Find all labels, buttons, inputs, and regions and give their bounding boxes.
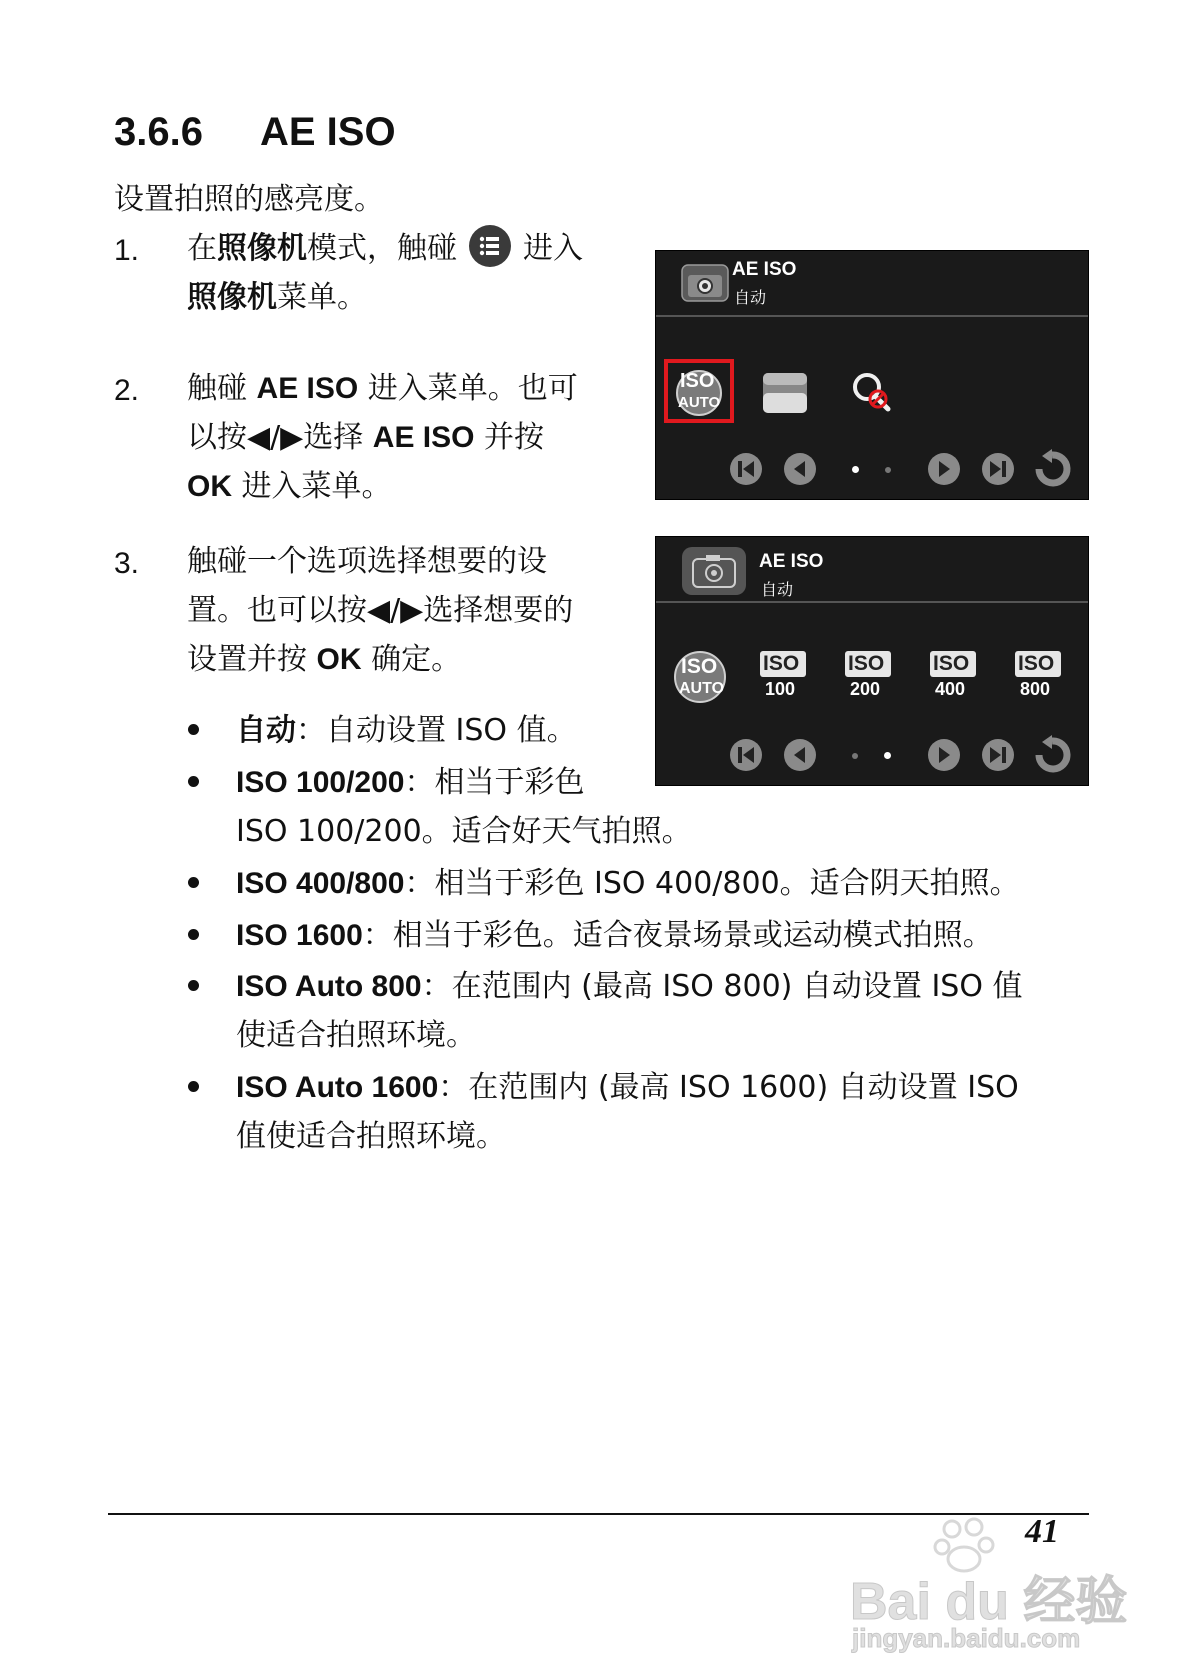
watermark-url: jingyan.baidu.com [852, 1623, 1081, 1653]
iso-option-400[interactable] [928, 651, 980, 701]
camera-menu-term: 照像机 [187, 280, 277, 315]
bullet-body [236, 1063, 1086, 1161]
bullet-term: ISO 1600 [236, 919, 363, 952]
iso-label: ISO [933, 652, 970, 675]
step-3-line: 设置并按 [187, 642, 317, 677]
last-page-icon[interactable] [980, 451, 1016, 487]
screen-2-subtitle: 自动 [761, 580, 794, 599]
ok-term: OK [187, 470, 232, 503]
step-1-part: 进入 [523, 231, 583, 266]
bullet-body [236, 859, 1086, 908]
screen-divider [656, 601, 1088, 603]
bullet-dot [188, 776, 199, 787]
step-3-text [187, 537, 627, 684]
previous-icon[interactable] [782, 451, 818, 487]
step-1-part: 模式，触碰 [307, 231, 457, 266]
screen-1-subtitle: 自动 [734, 288, 767, 307]
bullet-text: ：相当于彩色 [404, 765, 585, 800]
ae-iso-term: AE ISO [256, 372, 359, 405]
camera-icon [690, 553, 738, 589]
selected-option-highlight[interactable] [664, 359, 734, 423]
bullet-term: ISO 100/200 [236, 766, 405, 799]
camera-icon [680, 261, 730, 305]
auto-label: AUTO [678, 394, 721, 411]
step-2-part: 进入菜单。也可 [358, 371, 578, 406]
bullet-text: ：相当于彩色 ISO 400/800。适合阴天拍照。 [404, 866, 1020, 901]
bullet-text: ISO 100/200。适合好天气拍照。 [236, 814, 692, 849]
step-1-number: 1. [114, 234, 140, 267]
iso-value-label: 800 [1020, 679, 1051, 699]
zoom-magnifier-icon[interactable] [850, 369, 894, 415]
back-return-icon[interactable] [1032, 735, 1072, 775]
bullet-dot [188, 724, 199, 735]
section-heading [114, 110, 396, 155]
iso-option-auto[interactable] [672, 649, 728, 705]
bullet-text: 值使适合拍照环境。 [236, 1119, 506, 1154]
bullet-term: 自动 [236, 713, 296, 748]
first-page-icon[interactable] [728, 451, 764, 487]
page-dot [885, 467, 891, 473]
bullet-text: 使适合拍照环境。 [236, 1018, 476, 1053]
iso-label: ISO [763, 652, 800, 675]
bullet-dot [188, 877, 199, 888]
intro-text: 设置拍照的感亮度。 [114, 182, 384, 217]
step-2-part: 并按 [474, 420, 545, 455]
camera-mode-term: 照像机 [217, 231, 307, 266]
iso-label: ISO [680, 370, 715, 392]
page-dot-active [884, 752, 891, 759]
page-number: 41 [1025, 1513, 1059, 1550]
ok-term: OK [316, 643, 362, 676]
section-number: 3.6.6 [114, 110, 203, 154]
screen-1-title: AE ISO [732, 259, 797, 280]
camera-screen-2 [655, 536, 1089, 786]
step-2-text [187, 364, 627, 511]
step-1-part: 菜单。 [277, 280, 367, 315]
bullet-text: ：相当于彩色。适合夜景场景或运动模式拍照。 [362, 918, 993, 953]
iso-option-200[interactable] [843, 651, 895, 701]
bullet-term: ISO Auto 1600 [236, 1071, 439, 1104]
step-3-line: 触碰一个选项选择想要的设 [187, 544, 547, 579]
ae-iso-term: AE ISO [372, 421, 475, 454]
iso-label: ISO [681, 655, 718, 678]
step-3-line: 确定。 [361, 642, 462, 677]
step-1-part: 在 [187, 231, 217, 266]
bullet-text: ：在范围内 (最高 ISO 800) 自动设置 ISO 值 [421, 969, 1023, 1004]
iso-label: ISO [848, 652, 885, 675]
step-1-text [187, 224, 627, 322]
page-dot-active [852, 466, 859, 473]
menu-button-icon [469, 225, 511, 267]
last-page-icon[interactable] [980, 737, 1016, 773]
screen-2-title: AE ISO [759, 551, 824, 572]
bullet-dot [188, 1081, 199, 1092]
bullet-term: ISO Auto 800 [236, 970, 422, 1003]
watermark-brand: Bai du 经验 [850, 1573, 1128, 1631]
iso-option-100[interactable] [758, 651, 810, 701]
previous-icon[interactable] [782, 737, 818, 773]
bullet-dot [188, 929, 199, 940]
next-icon[interactable] [926, 737, 962, 773]
camera-screen-1 [655, 250, 1089, 500]
first-page-icon[interactable] [728, 737, 764, 773]
step-2-part: 触碰 [187, 371, 257, 406]
iso-value-label: 100 [765, 679, 796, 699]
bullet-dot [188, 980, 199, 991]
bullet-body [236, 911, 1086, 960]
next-icon[interactable] [926, 451, 962, 487]
page-dot [852, 753, 858, 759]
iso-label: ISO [1018, 652, 1055, 675]
step-3-line: 置。也可以按◀/▶选择想要的 [187, 593, 574, 628]
bullet-text: ：自动设置 ISO 值。 [296, 713, 577, 748]
metering-icon[interactable] [762, 371, 808, 415]
back-return-icon[interactable] [1032, 449, 1072, 489]
iso-value-label: 200 [850, 679, 881, 699]
step-2-part: 以按◀/▶选择 [187, 420, 373, 455]
section-title: AE ISO [260, 110, 396, 154]
iso-value-label: AUTO [679, 680, 725, 697]
step-2-part: 进入菜单。 [232, 469, 392, 504]
screen-divider [656, 315, 1088, 317]
iso-value-label: 400 [935, 679, 966, 699]
step-3-number: 3. [114, 547, 140, 580]
bullet-term: ISO 400/800 [236, 867, 405, 900]
bullet-body [236, 962, 1086, 1060]
step-2-number: 2. [114, 374, 140, 407]
iso-option-800[interactable] [1013, 651, 1065, 701]
bullet-text: ：在范围内 (最高 ISO 1600) 自动设置 ISO [438, 1070, 1019, 1105]
